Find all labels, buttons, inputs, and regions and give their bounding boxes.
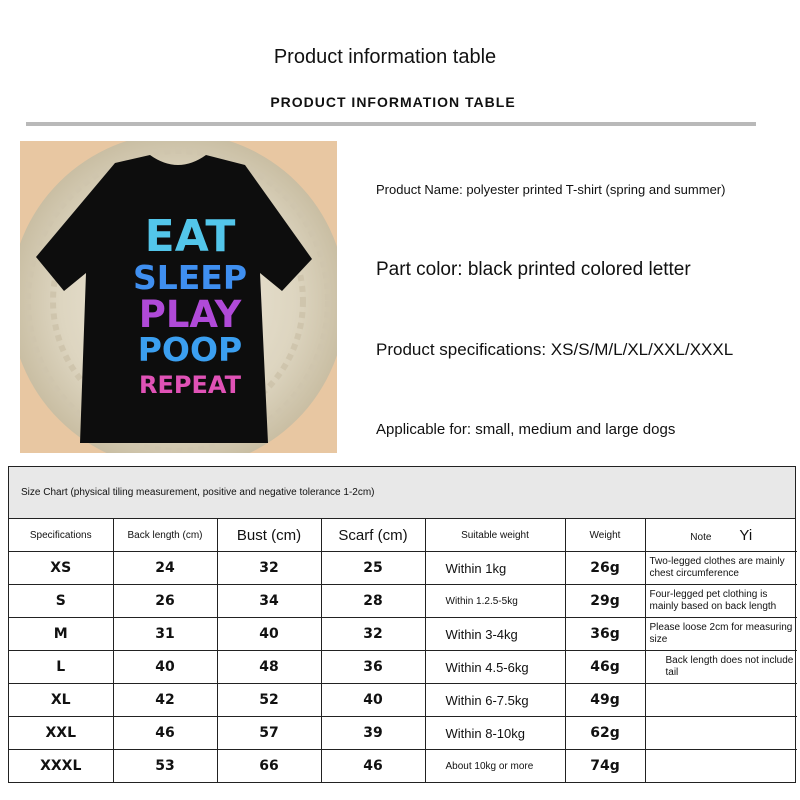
cell-suitable-weight: Within 3-4kg bbox=[425, 618, 565, 651]
product-color: Part color: black printed colored letter bbox=[376, 259, 691, 280]
table-row bbox=[9, 651, 797, 684]
cell-note bbox=[645, 684, 797, 717]
cell-back-length: 53 bbox=[113, 750, 217, 783]
cell-bust: 48 bbox=[217, 651, 321, 684]
cell-suitable-weight: Within 1kg bbox=[425, 552, 565, 585]
cell-note: Please loose 2cm for measuring size bbox=[645, 618, 797, 651]
cell-scarf: 46 bbox=[321, 750, 425, 783]
cell-size: L bbox=[9, 651, 113, 684]
divider bbox=[26, 122, 756, 126]
cell-bust: 57 bbox=[217, 717, 321, 750]
cell-weight: 74g bbox=[565, 750, 645, 783]
shirt-illustration bbox=[20, 141, 337, 453]
cell-suitable-weight: Within 4.5-6kg bbox=[425, 651, 565, 684]
page-title: Product information table bbox=[273, 46, 497, 68]
cell-size: XS bbox=[9, 552, 113, 585]
cell-size: S bbox=[9, 585, 113, 618]
header-note-label: Note bbox=[690, 531, 712, 543]
cell-size: XXXL bbox=[9, 750, 113, 783]
cell-back-length: 42 bbox=[113, 684, 217, 717]
shirt-print-line: SLEEP bbox=[132, 258, 248, 297]
cell-suitable-weight: About 10kg or more bbox=[425, 750, 565, 783]
cell-scarf: 25 bbox=[321, 552, 425, 585]
cell-note bbox=[645, 717, 797, 750]
header-note bbox=[645, 519, 797, 552]
cell-weight: 26g bbox=[565, 552, 645, 585]
size-chart bbox=[8, 466, 796, 783]
shirt-print-line: POOP bbox=[137, 330, 243, 369]
cell-bust: 32 bbox=[217, 552, 321, 585]
table-row bbox=[9, 552, 797, 585]
cell-scarf: 32 bbox=[321, 618, 425, 651]
table-row bbox=[9, 717, 797, 750]
header-bust: Bust (cm) bbox=[217, 519, 321, 552]
cell-weight: 49g bbox=[565, 684, 645, 717]
cell-suitable-weight: Within 8-10kg bbox=[425, 717, 565, 750]
cell-back-length: 26 bbox=[113, 585, 217, 618]
header-specifications: Specifications bbox=[9, 519, 113, 552]
cell-bust: 40 bbox=[217, 618, 321, 651]
cell-weight: 62g bbox=[565, 717, 645, 750]
size-chart-caption: Size Chart (physical tiling measurement, positive and negative tolerance 1-2cm) bbox=[9, 467, 795, 519]
cell-bust: 52 bbox=[217, 684, 321, 717]
header-note-extra: Yi bbox=[739, 526, 753, 544]
cell-scarf: 39 bbox=[321, 717, 425, 750]
cell-scarf: 36 bbox=[321, 651, 425, 684]
cell-size: XL bbox=[9, 684, 113, 717]
table-row bbox=[9, 618, 797, 651]
cell-back-length: 40 bbox=[113, 651, 217, 684]
cell-back-length: 24 bbox=[113, 552, 217, 585]
cell-weight: 46g bbox=[565, 651, 645, 684]
section-heading: PRODUCT INFORMATION TABLE bbox=[270, 94, 516, 110]
cell-back-length: 31 bbox=[113, 618, 217, 651]
cell-note: Back length does not include tail bbox=[645, 651, 797, 684]
cell-scarf: 28 bbox=[321, 585, 425, 618]
header-suitable-weight: Suitable weight bbox=[425, 519, 565, 552]
cell-weight: 29g bbox=[565, 585, 645, 618]
cell-bust: 66 bbox=[217, 750, 321, 783]
shirt-print-line: PLAY bbox=[138, 293, 242, 336]
shirt-print-line: EAT bbox=[144, 211, 236, 262]
table-header-row bbox=[9, 519, 797, 552]
product-specifications: Product specifications: XS/S/M/L/XL/XXL/XXXL bbox=[376, 340, 734, 359]
header-weight: Weight bbox=[565, 519, 645, 552]
shirt-print-line: REPEAT bbox=[139, 371, 241, 399]
table-row bbox=[9, 585, 797, 618]
table-row bbox=[9, 750, 797, 783]
header-scarf: Scarf (cm) bbox=[321, 519, 425, 552]
header-back-length: Back length (cm) bbox=[113, 519, 217, 552]
table-row bbox=[9, 684, 797, 717]
cell-bust: 34 bbox=[217, 585, 321, 618]
cell-weight: 36g bbox=[565, 618, 645, 651]
cell-note bbox=[645, 750, 797, 783]
cell-note: Four-legged pet clothing is mainly based on back length bbox=[645, 585, 797, 618]
cell-suitable-weight: Within 1.2.5-5kg bbox=[425, 585, 565, 618]
product-applicable: Applicable for: small, medium and large dogs bbox=[376, 421, 676, 438]
cell-back-length: 46 bbox=[113, 717, 217, 750]
product-photo bbox=[20, 141, 337, 453]
cell-size: XXL bbox=[9, 717, 113, 750]
product-name: Product Name: polyester printed T-shirt (spring and summer) bbox=[376, 182, 726, 197]
cell-note: Two-legged clothes are mainly chest circumference bbox=[645, 552, 797, 585]
cell-suitable-weight: Within 6-7.5kg bbox=[425, 684, 565, 717]
cell-scarf: 40 bbox=[321, 684, 425, 717]
cell-size: M bbox=[9, 618, 113, 651]
size-chart-table bbox=[9, 519, 797, 782]
